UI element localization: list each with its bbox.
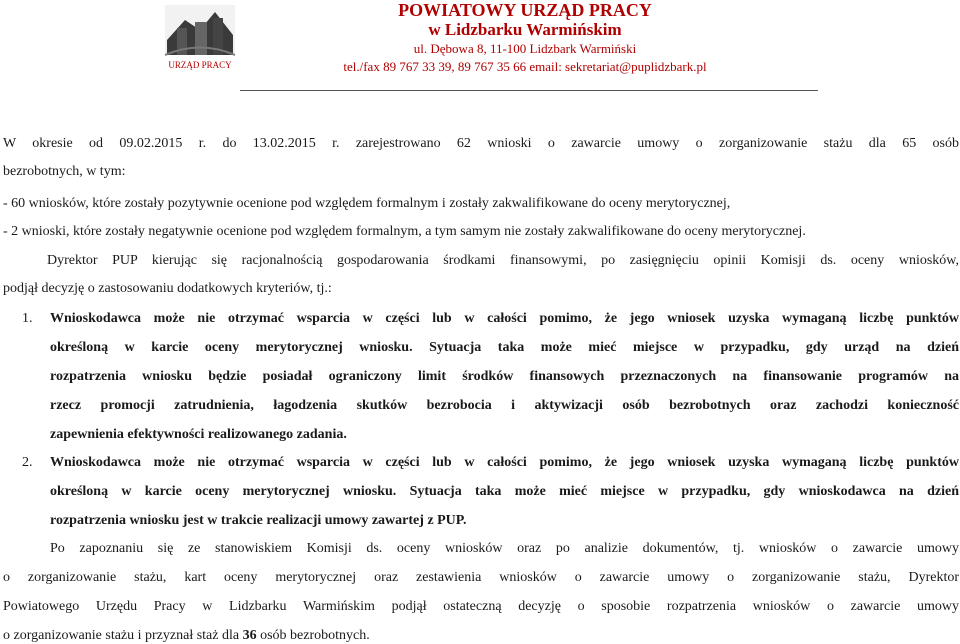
paragraph-decision-line-4 — [3, 628, 370, 644]
criterion-2-number: 2. — [22, 455, 33, 470]
letterhead — [0, 0, 960, 96]
criterion-2-line-3: rozpatrzenia wniosku jest w trakcie realizacji umowy zawartej z PUP. — [50, 513, 467, 528]
letterhead-text — [255, 0, 795, 76]
paragraph-negative: - 2 wnioski, które zostały negatywnie ocenione pod względem formalnym, a tym samym nie zostały zakwalifikowane do oceny merytorycznej. — [3, 224, 806, 239]
paragraph-decision-line-2: o zorganizowanie stażu, kart oceny merytorycznej oraz zestawienia wniosków o zawarcie umowy o zorganizowanie stażu, Dyrektor — [3, 570, 959, 585]
criterion-1-line-1: Wnioskodawca może nie otrzymać wsparcia w części lub w całości pomimo, że jego wniosek uzyska wymaganą liczbę punktów — [50, 311, 959, 326]
criterion-2-line-2: określoną w karcie oceny merytorycznej wniosku. Sytuacja taka może mieć miejsce w przypadku, gdy wnioskodawca na dzień — [50, 484, 959, 499]
office-contact: tel./fax 89 767 33 39, 89 767 35 66 email: sekretariat@puplidzbark.pl — [343, 59, 707, 74]
office-name: POWIATOWY URZĄD PRACY — [398, 0, 652, 20]
criterion-1-line-3: rozpatrzenia wniosku będzie posiadał ograniczony limit środków finansowych przeznaczonych na finansowanie programów na — [50, 369, 959, 384]
criterion-1-number: 1. — [22, 311, 33, 326]
paragraph-1-line-2: bezrobotnych, w tym: — [3, 164, 126, 179]
criterion-1-line-2: określoną w karcie oceny merytorycznej wniosku. Sytuacja taka może mieć miejsce w przypadku, gdy urząd na dzień — [50, 340, 959, 355]
granted-count: 36 — [242, 628, 257, 643]
decision-text-end: osób bezrobotnych. — [256, 628, 370, 643]
criterion-1-line-5: zapewnienia efektywności realizowanego zadania. — [50, 427, 347, 442]
paragraph-decision-line-3: Powiatowego Urzędu Pracy w Lidzbarku Warmińskim podjął ostateczną decyzję o sposobie rozpatrzenia wniosków o zawarcie umowy — [3, 599, 959, 614]
logo-label: URZĄD PRACY — [168, 60, 232, 70]
decision-text-start: o zorganizowanie stażu i przyznał staż dla — [3, 628, 243, 643]
criterion-2-line-1: Wnioskodawca może nie otrzymać wsparcia w części lub w całości pomimo, że jego wniosek uzyska wymaganą liczbę punktów — [50, 455, 959, 470]
paragraph-director-line-2: podjął decyzję o zastosowaniu dodatkowych kryteriów, tj.: — [3, 281, 332, 296]
paragraph-positive: - 60 wniosków, które zostały pozytywnie ocenione pod względem formalnym i zostały zakwalifikowane do oceny merytorycznej, — [3, 196, 731, 211]
paragraph-decision-line-1: Po zapoznaniu się ze stanowiskiem Komisji ds. oceny wniosków oraz po analizie dokumentów, tj. wniosków o zawarcie umowy — [50, 541, 959, 556]
paragraph-director-line-1: Dyrektor PUP kierując się racjonalnością gospodarowania środkami finansowymi, po zasięgnięciu opinii Komisji ds. oceny wniosków, — [47, 253, 959, 268]
paragraph-1-line-1: W okresie od 09.02.2015 r. do 13.02.2015 r. zarejestrowano 62 wnioski o zawarcie umowy o zorganizowanie stażu dla 65 osób — [3, 136, 959, 151]
office-logo — [155, 0, 245, 80]
criterion-1-line-4: rzecz promocji zatrudnienia, łagodzenia skutków bezrobocia i aktywizacji osób bezrobotnych oraz zachodzi konieczność — [50, 398, 959, 413]
office-location: w Lidzbarku Warmińskim — [428, 20, 622, 39]
office-address: ul. Dębowa 8, 11-100 Lidzbark Warmiński — [413, 41, 637, 56]
header-divider — [240, 90, 818, 91]
